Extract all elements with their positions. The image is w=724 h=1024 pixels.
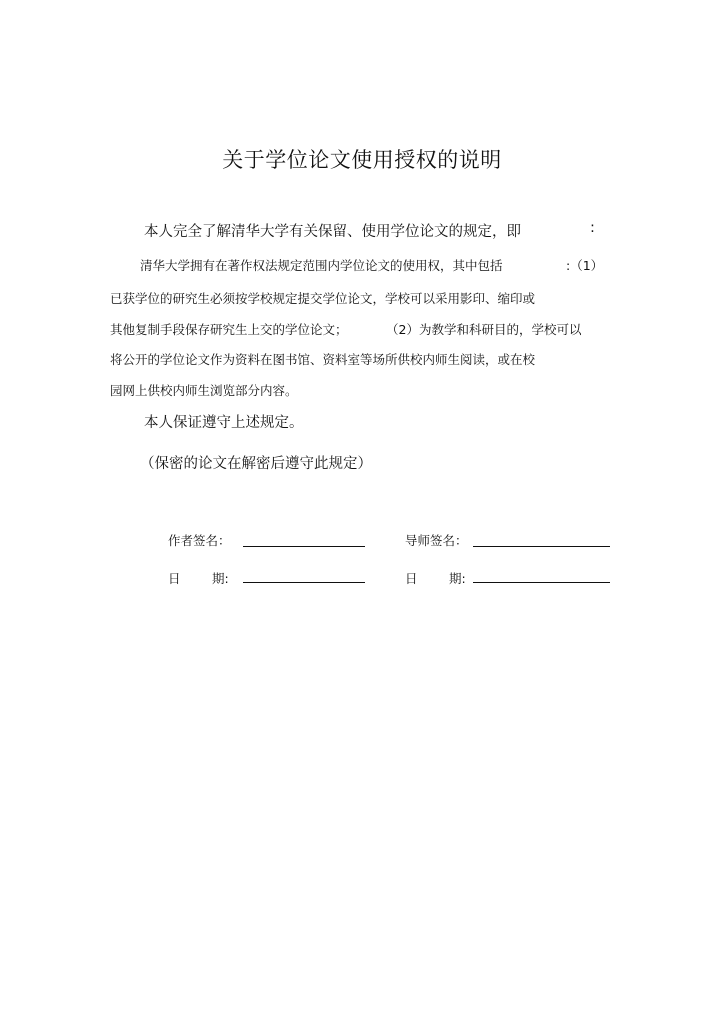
- paragraph1-line3: 已获学位的研究生必须按学校规定提交学位论文，学校可以采用影印、缩印或: [110, 291, 536, 306]
- paragraph1-line4a: 其他复制手段保存研究生上交的学位论文；: [110, 322, 348, 337]
- author-signature-label: 作者签名：: [168, 533, 231, 548]
- author-signature-line[interactable]: [243, 546, 365, 547]
- paragraph1-line1: 本人完全了解清华大学有关保留、使用学位论文的规定，即: [144, 224, 521, 240]
- paragraph1-line2: 清华大学拥有在著作权法规定范围内学位论文的使用权，其中包括: [140, 258, 503, 273]
- advisor-date-label-ri: 日: [405, 571, 418, 586]
- paragraph1-line1-colon: :: [590, 220, 595, 236]
- advisor-signature-label: 导师签名：: [405, 533, 468, 548]
- advisor-date-label-qi: 期:: [449, 571, 466, 586]
- paragraph1-line2-tail: :（1）: [566, 258, 604, 273]
- author-date-line[interactable]: [243, 582, 365, 583]
- paragraph2: 本人保证遵守上述规定。: [144, 415, 304, 431]
- author-date-label-qi: 期:: [212, 571, 229, 586]
- paragraph1-line5: 将公开的学位论文作为资料在图书馆、资料室等场所供校内师生阅读，或在校: [110, 352, 536, 367]
- author-date-label-ri: 日: [168, 571, 181, 586]
- advisor-signature-line[interactable]: [473, 546, 610, 547]
- document-title: 关于学位论文使用授权的说明: [222, 148, 502, 172]
- paragraph3: （保密的论文在解密后遵守此规定）: [140, 456, 372, 472]
- paragraph1-line6: 园网上供校内师生浏览部分内容。: [110, 383, 298, 398]
- paragraph1-line4b: （2）为教学和科研目的，学校可以: [386, 322, 582, 337]
- advisor-date-line[interactable]: [473, 582, 610, 583]
